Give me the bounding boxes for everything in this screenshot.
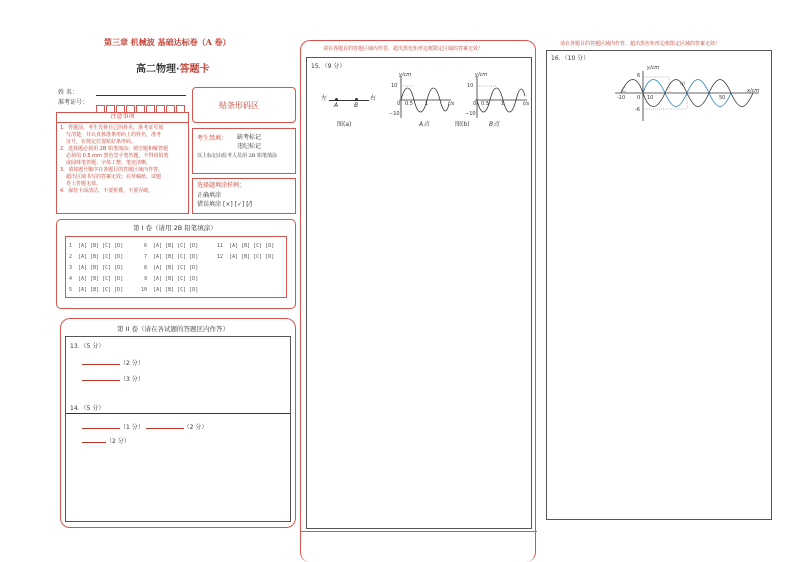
graph-a-label: A点 [419, 121, 430, 128]
name-label: 姓 名： [58, 89, 78, 96]
choice-row-12[interactable]: 12 [A] [B] [C] [D] [217, 254, 275, 260]
choice-row-6[interactable]: 6 [A] [B] [C] [D] [144, 243, 199, 249]
graph-b-label: B点 [489, 121, 500, 128]
wave-graph [613, 69, 763, 125]
barcode-label: 贴条形码区 [219, 101, 259, 110]
point-b-dot [355, 98, 358, 101]
notes-box [56, 112, 189, 214]
part1-box [56, 219, 296, 309]
q13-label: 13．（5 分） [70, 343, 105, 350]
choice-row-1[interactable]: 1 [A] [B] [C] [D] [69, 243, 124, 249]
choice-row-8[interactable]: 8 [A] [B] [C] [D] [144, 265, 199, 271]
right-warning: 请在各题目的答题区域内作答，超出黑色矩形边框限定区域的答案无效！ [560, 41, 721, 47]
q13-blank-1[interactable]: （2 分） [82, 359, 144, 368]
page-title: 第三章 机械波 基础达标卷（A 卷） [104, 37, 231, 47]
part2-heading: 第 II 卷（请在各试题的答题区内作答） [117, 325, 229, 333]
part2-answer-area [65, 336, 291, 522]
divider [66, 413, 290, 414]
choice-row-2[interactable]: 2 [A] [B] [C] [D] [69, 254, 124, 260]
fig-a-caption: 图(a) [337, 121, 352, 128]
exam-marks-box: 考生禁填： 缺考标记 违纪标记 以上标记由监考人员用 2B 铅笔填涂 [192, 128, 296, 174]
violation-mark[interactable]: 违纪标记 [237, 143, 262, 150]
q16-area: 16．（10 分） y/cm 6 -6 -10 0 10 50 x/cm 甲 乙 [546, 50, 772, 520]
q14-label: 14．（5 分） [70, 405, 105, 412]
fig-b-caption: 图(b) [455, 121, 470, 128]
q15-area: 15．（9 分） 左 右 A B 图(a) 图(b) y/cm 10 −10 0 0.5 1 t/s A点 y/cm 10 −10 0 0.5 1 t/s B点 [306, 57, 532, 529]
choice-row-11[interactable]: 11 [A] [B] [C] [D] [217, 243, 275, 249]
middle-warning: 请在各题目的答题区域内作答，超出黑色矩形边框限定区域的答案无效！ [323, 46, 484, 52]
wave-b-label: 乙 [621, 87, 627, 93]
barcode-area [192, 87, 296, 123]
id-label: 准考证号： [58, 99, 89, 106]
fill-example-box: 选择题填涂样例： 正确填涂 错误填涂 [×] [✓] [⁄] [192, 178, 296, 214]
part1-heading: 第 I 卷（请用 2B 铅笔填涂） [133, 224, 217, 232]
absent-mark[interactable]: 缺考标记 [237, 134, 262, 141]
q15-label: 15．（9 分） [311, 63, 346, 70]
graph-a-axes [391, 74, 453, 120]
middle-panel [300, 40, 536, 562]
part2-box [60, 318, 296, 528]
point-a-dot [335, 98, 338, 101]
marks-note: 以上标记由监考人员用 2B 铅笔填涂 [197, 153, 278, 159]
q13-blank-2[interactable]: （3 分） [82, 375, 144, 384]
graph-b-axes [467, 74, 529, 120]
notes-heading: 注意事项 [57, 113, 188, 123]
q14-blank-1[interactable]: （1 分） （2 分） [82, 423, 207, 432]
choice-row-4[interactable]: 4 [A] [B] [C] [D] [69, 276, 124, 282]
choice-row-10[interactable]: 10 [A] [B] [C] [D] [141, 287, 199, 293]
choice-row-3[interactable]: 3 [A] [B] [C] [D] [69, 265, 124, 271]
answer-card-title: 高二物理·答题卡 [136, 64, 210, 75]
choice-row-9[interactable]: 9 [A] [B] [C] [D] [144, 276, 199, 282]
choice-row-7[interactable]: 7 [A] [B] [C] [D] [144, 254, 199, 260]
wave-a-label: 甲 [680, 82, 686, 88]
name-field[interactable] [96, 95, 186, 96]
q14-blank-3[interactable]: （2 分） [82, 437, 130, 446]
middle-bottom-line [301, 531, 537, 532]
q16-label: 16．（10 分） [551, 55, 590, 62]
choice-row-5[interactable]: 5 [A] [B] [C] [D] [69, 287, 124, 293]
notes-list: 1．答题前，考生先将自己的姓名，准考证号填 写清楚，并认真核准条形码上的姓名，准考 证号，在规定位置贴好条形码。 2．选择题必须用 2B 铅笔填涂；填空题和解答题 必须用 0.5 mm 黑色签字笔答题，不得用铅笔 或圆珠笔答题；字体工整、笔迹清晰。 3．请按题号顺序在各题目的答题区域内作答， 超出区域书写的答案无效；在草稿纸、试题 卷上答题无效。 4．保持卡面清洁，不要折叠，不要弄破。 [60, 125, 169, 194]
